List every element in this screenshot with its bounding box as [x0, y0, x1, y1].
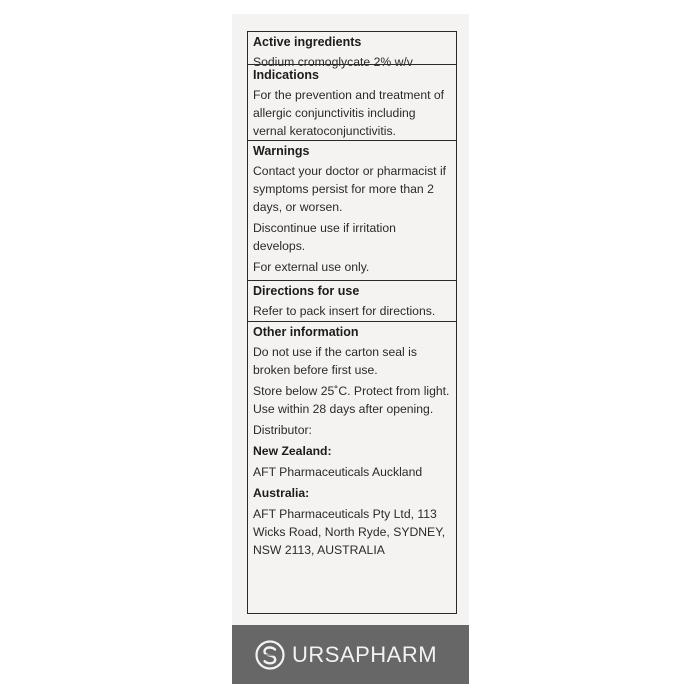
warnings-section [248, 141, 456, 281]
other-information-heading: Other information [253, 325, 359, 339]
other-information-section [248, 322, 456, 563]
information-panel [247, 31, 457, 614]
australia-distributor: AFT Pharmaceuticals Pty Ltd, 113 Wicks Road, North Ryde, SYDNEY, NSW 2113, AUSTRALIA [253, 507, 446, 557]
warning-paragraph: Discontinue use if irritation develops. [253, 221, 396, 253]
brand-name: URSAPHARM [292, 641, 438, 667]
new-zealand-label: New Zealand: [253, 444, 332, 458]
distributor-label: Distributor: [253, 423, 312, 437]
warnings-heading: Warnings [253, 144, 310, 158]
directions-heading: Directions for use [253, 284, 360, 298]
other-info-paragraph: Store below 25˚C. Protect from light. Use within 28 days after opening. [253, 384, 450, 416]
australia-label: Australia: [253, 486, 310, 500]
indications-section [248, 65, 456, 141]
active-ingredients-text: Sodium cromoglycate 2% w/v [253, 55, 413, 69]
ursapharm-logo-icon [254, 639, 286, 671]
warning-paragraph: For external use only. [253, 260, 370, 274]
active-ingredients-section [248, 32, 456, 69]
other-info-paragraph: Do not use if the carton seal is broken before first use. [253, 345, 417, 377]
warning-paragraph: Contact your doctor or pharmacist if symptoms persist for more than 2 days, or worsen. [253, 164, 447, 214]
brand-footer [232, 625, 469, 684]
product-carton [232, 14, 469, 684]
indications-heading: Indications [253, 68, 319, 82]
indications-text: For the prevention and treatment of allergic conjunctivitis including vernal keratoconjunctivitis. [253, 88, 445, 138]
directions-text: Refer to pack insert for directions. [253, 304, 436, 318]
active-ingredients-heading: Active ingredients [253, 35, 362, 49]
new-zealand-distributor: AFT Pharmaceuticals Auckland [253, 465, 423, 479]
directions-section [248, 281, 456, 322]
